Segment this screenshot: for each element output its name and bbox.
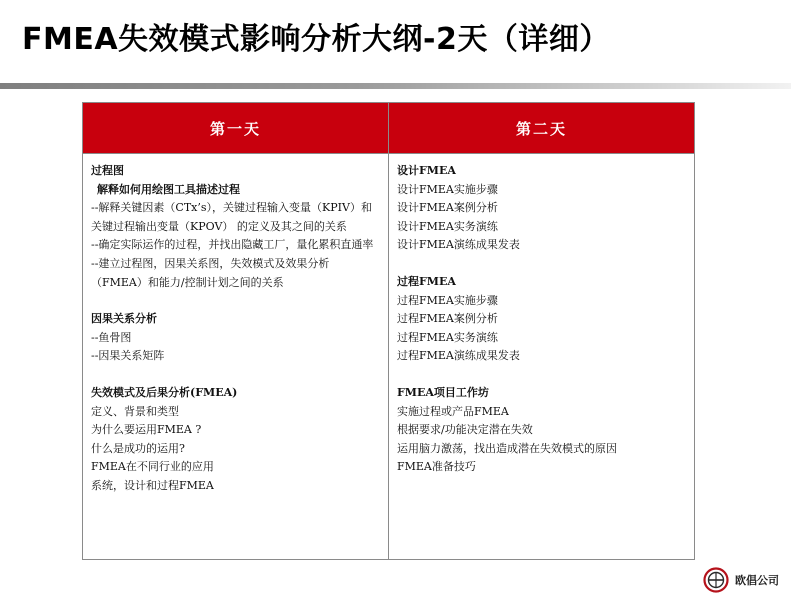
table-body-row <box>83 154 695 560</box>
list-item: 为什么要运用FMEA ? <box>91 423 202 437</box>
list-item: 过程FMEA案例分析 <box>397 312 498 326</box>
list-item: 定义、背景和类型 <box>91 404 179 418</box>
list-item: --因果关系矩阵 <box>91 349 165 363</box>
header-day-2: 第二天 <box>389 103 695 154</box>
company-name: 欧倡公司 <box>735 574 779 587</box>
list-item: FMEA在不同行业的应用 <box>91 460 214 474</box>
section-heading: 设计FMEA <box>397 164 456 177</box>
list-item: 系统，设计和过程FMEA <box>91 478 214 492</box>
list-item: FMEA准备技巧 <box>397 460 476 474</box>
section-heading: FMEA项目工作坊 <box>397 385 489 399</box>
company-logo-icon <box>703 567 729 593</box>
list-item: --解释关键因素（CTx’s），关键过程输入变量（KPIV）和关键过程输出变量（KPOV） 的定义及其之间的关系 <box>91 201 372 233</box>
list-item: 什么是成功的运用? <box>91 441 185 455</box>
company-logo <box>703 566 789 594</box>
list-item: 过程FMEA实务演练 <box>397 330 498 344</box>
table-header-row <box>83 103 695 154</box>
list-item: 设计FMEA演练成果发表 <box>397 238 520 252</box>
section-heading: 因果关系分析 <box>91 312 157 326</box>
section-subheading: 解释如何用绘图工具描述过程 <box>97 182 240 196</box>
list-item: 实施过程或产品FMEA <box>397 404 509 418</box>
list-item: 过程FMEA演练成果发表 <box>397 349 520 363</box>
title-divider <box>0 83 791 89</box>
list-item: 运用脑力激荡，找出造成潜在失效模式的原因 <box>397 441 617 455</box>
section-heading: 失效模式及后果分析(FMEA) <box>91 385 238 399</box>
header-day-1: 第一天 <box>83 103 389 154</box>
section-heading: 过程图 <box>91 164 124 177</box>
day-1-content <box>83 154 389 560</box>
section-heading: 过程FMEA <box>397 274 456 288</box>
slide-title: FMEA失效模式影响分析大纲-2天（详细） <box>22 22 610 57</box>
list-item: 根据要求/功能决定潜在失效 <box>397 423 533 437</box>
list-item: --鱼骨图 <box>91 330 132 344</box>
list-item: --建立过程图，因果关系图，失效模式及效果分析（FMEA）和能力/控制计划之间的关系 <box>91 256 330 289</box>
outline-table <box>82 102 695 560</box>
list-item: 设计FMEA实施步骤 <box>397 182 498 196</box>
day-2-content <box>389 154 695 560</box>
list-item: 过程FMEA实施步骤 <box>397 293 498 307</box>
list-item: --确定实际运作的过程，并找出隐藏工厂，量化累积直通率 <box>91 238 374 252</box>
list-item: 设计FMEA实务演练 <box>397 219 498 233</box>
list-item: 设计FMEA案例分析 <box>397 201 498 215</box>
